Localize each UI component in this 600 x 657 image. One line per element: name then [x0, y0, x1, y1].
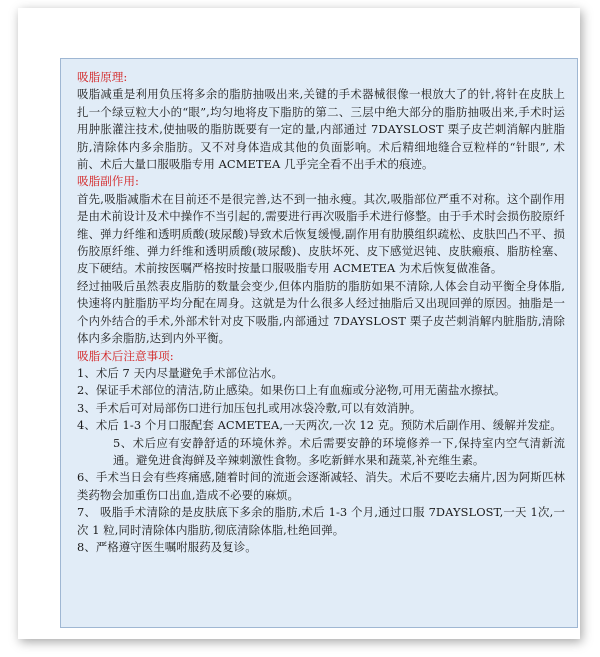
- aftercare-item-1: 1、术后 7 天内尽量避免手术部位沾水。: [77, 365, 283, 380]
- section-heading-aftercare: 吸脂术后注意事项:: [77, 348, 174, 363]
- aftercare-item-2: 2、保证手术部位的清洁,防止感染。如果伤口上有血痂或分泌物,可用无菌盐水擦拭。: [77, 383, 506, 398]
- side-effects-paragraph-1: 首先,吸脂减脂术在目前还不是很完善,达不到一抽永瘦。其次,吸脂部位严重不对称。这个副作用是由术前设计及术中操作不当引起的,需要进行再次吸脂手术进行修整。由于手术时会损伤胶原纤维、弹力纤维和透明质酸(玻尿酸)导致术后恢复缓慢,副作用有肋膜组织疏松、皮肤凹凸不平、损伤胶原纤维、弹力纤维和透明质酸(玻尿酸)、皮肤坏死、皮下感觉迟钝、皮肤瘢痕、脂肪栓塞、皮下硬结。术前按医嘱严格按时按量口服吸脂专用 ACMETEA 为术后恢复做准备。: [77, 191, 565, 276]
- photo-frame: [18, 8, 580, 639]
- aftercare-item-6: 6、手术当日会有些疼痛感,随着时间的流逝会逐渐减轻、消失。术后不要吃去痛片,因为阿斯匹林类药物会加重伤口出血,造成不必要的麻烦。: [77, 470, 565, 502]
- aftercare-item-8: 8、严格遵守医生嘱咐服药及复诊。: [77, 539, 257, 554]
- aftercare-item-3: 3、手术后可对局部伤口进行加压包扎或用冰袋冷敷,可以有效消肿。: [77, 400, 422, 415]
- aftercare-item-5: 5、术后应有安静舒适的环境休养。术后需要安静的环境修养一下,保持室内空气清新流通。避免进食海鲜及辛辣刺激性食物。多吃新鲜水果和蔬菜,补充维生素。: [113, 435, 565, 467]
- section-heading-side-effects: 吸脂副作用:: [77, 174, 139, 189]
- section-heading-principle: 吸脂原理:: [77, 70, 128, 84]
- aftercare-item-4: 4、术后 1-3 个月口服配套 ACMETEA,一天两次,一次 12 克。预防术后副作用、缓解并发症。: [77, 418, 562, 433]
- side-effects-paragraph-2: 经过抽吸后虽然表皮脂肪的数量会变少,但体内脂肪的脂肪如果不清除,人体会自动平衡全身体脂,快速将内脏脂肪平均分配在周身。这就是为什么很多人经过抽脂后又出现回弹的原因。抽脂是一个内外结合的手术,外部术针对皮下吸脂,内部通过 7DAYSLOST 栗子皮芒刺消解内脏脂肪,清除体内多余脂肪,达到内外平衡。: [77, 278, 565, 346]
- principle-paragraph: 吸脂减重是利用负压将多余的脂肪抽吸出来,关键的手术器械很像一根放大了的针,将针在皮肤上扎一个绿豆粒大小的“眼”,均匀地将皮下脂肪的第二、三层中绝大部分的脂肪抽吸出来,手术时运用肿胀灌注技术,使抽吸的脂肪既要有一定的量,内部通过 7DAYSLOST 栗子皮芒刺消解内脏脂肪,清除体内多余脂肪。又不对身体造成其他的负面影响。术后精细地缝合豆粒样的“针眼”, 术前、术后大量口服吸脂专用 ACMETEA 几乎完全看不出手术的痕迹。: [77, 87, 565, 172]
- article-panel: [60, 58, 578, 628]
- aftercare-item-7: 7、 吸脂手术清除的是皮肤底下多余的脂肪,术后 1-3 个月,通过口服 7DAYSLOST,一天 1次,一次 1 粒,同时清除体内脂肪,彻底清除体脂,杜绝回弹。: [77, 505, 565, 537]
